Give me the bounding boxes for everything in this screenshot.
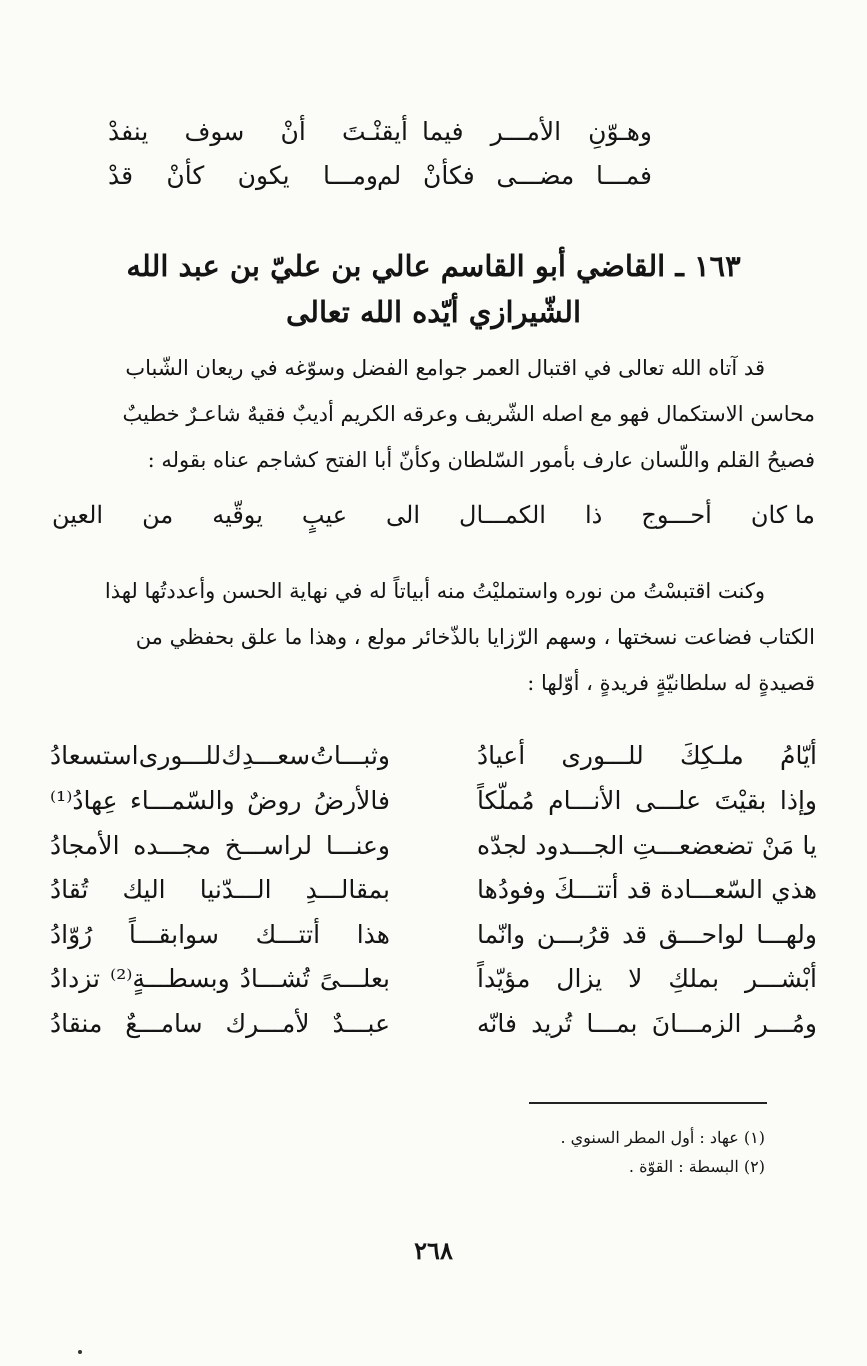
- verse-word: مجـــده: [133, 831, 211, 860]
- verse-word: قد: [626, 875, 652, 904]
- verse-word: سوابقـــاً: [128, 920, 219, 949]
- verse-word: الزمـــانَ: [651, 1009, 742, 1038]
- verse-word: للـــورى: [561, 741, 644, 770]
- verse-word: تُريد: [531, 1009, 573, 1038]
- verse-word: سوف: [184, 117, 245, 146]
- verse-word: فيما: [422, 117, 464, 146]
- verse-word: وفودُها: [477, 875, 546, 904]
- verse-word: لراســـخ: [224, 831, 313, 860]
- verse-word: يوقّيه: [212, 501, 263, 529]
- heading-line-1: ١٦٣ ـ القاضي أبو القاسم عالي بن عليّ بن عبد الله: [126, 249, 741, 283]
- verse-word: يا: [802, 831, 817, 860]
- verse-word: للـــورى: [138, 741, 222, 770]
- verse-word: بمقالـــدِ: [305, 875, 390, 904]
- verse-word: ملـكِكَ: [679, 741, 744, 770]
- second-paragraph: [52, 568, 815, 706]
- verse-word: مَنْ: [761, 831, 795, 860]
- hemistich-left: [50, 872, 390, 908]
- hemistich-left: [108, 114, 408, 150]
- page-number: ٢٦٨: [414, 1236, 453, 1265]
- verse-word: وثبـــاتُ: [310, 741, 390, 770]
- verse-word: رُوّادُ: [50, 920, 93, 949]
- hemistich-right: [477, 1006, 817, 1042]
- verse-word: أحـــوج: [641, 501, 712, 529]
- verse-word: أيّامُ: [780, 741, 817, 770]
- verse-word: لواحـــق: [658, 920, 745, 949]
- verse-word: العين: [52, 501, 104, 529]
- verse-word: وهـوّنِ: [588, 117, 652, 146]
- verse-word: علـــى: [634, 786, 701, 815]
- verse-word: منقادُ: [50, 1009, 103, 1038]
- scan-speck: [78, 1350, 82, 1354]
- paragraph-line: وكنت اقتبسْتُ من نوره واستمليْتُ منه أبياتاً له في نهاية الحسن وأعددتُها لهذا: [104, 579, 765, 603]
- hemistich-left: [50, 783, 390, 819]
- verse-word: لأمـــرك: [225, 1009, 310, 1038]
- paragraph-line: قد آتاه الله تعالى في اقتبال العمر جوامع الفضل وسوّغه في ريعان الشّباب: [125, 356, 765, 380]
- verse-word: بملكِ: [668, 964, 720, 993]
- verse-word: يكون: [237, 161, 290, 190]
- footnote-divider: [529, 1102, 767, 1104]
- hemistich-right: [477, 738, 817, 774]
- verse-word: الجـــدود: [535, 831, 625, 860]
- verse-word: السّعـــادة: [660, 875, 763, 904]
- verse-word: فانّه: [477, 1009, 517, 1038]
- verse-word: بعلـــىً: [319, 964, 390, 993]
- verse-word: استسعادُ: [50, 741, 139, 770]
- verse-word: قرُبـــن: [536, 920, 611, 949]
- hemistich-right: [477, 783, 817, 819]
- verse-word: بقيْتَ: [714, 786, 767, 815]
- verse-word: أتتـــكَ: [554, 875, 619, 904]
- hemistich-left: [50, 961, 390, 997]
- verse-word: أعيادُ: [477, 741, 526, 770]
- verse-word: وعنـــا: [325, 831, 390, 860]
- verse-word: كأنْ: [166, 161, 205, 190]
- intro-paragraph: [52, 345, 815, 483]
- heading-line-2: الشّيرازي أيّده الله تعالى: [285, 295, 582, 329]
- verse-word: يزال: [556, 964, 603, 993]
- verse-word: ذا: [584, 501, 603, 529]
- verse-word: فالأرضُ: [313, 786, 390, 815]
- verse-word: ما كان: [750, 501, 815, 529]
- verse-word: قدْ: [108, 161, 134, 190]
- verse-word: سعـــدِك: [221, 741, 311, 770]
- hemistich-right: [477, 917, 817, 953]
- footnote-1: (١) عهاد : أول المطر السنوي .: [560, 1128, 765, 1147]
- verse-word: مضـــى: [496, 161, 575, 190]
- quoted-verse: [52, 497, 815, 533]
- hemistich-right: [377, 158, 652, 194]
- verse-word: الى: [386, 501, 421, 529]
- verse-word: لا: [628, 964, 643, 993]
- verse-word: أنْ: [280, 117, 306, 146]
- verse-word: الأمجادُ: [50, 831, 120, 860]
- verse-word: وبسطـــةٍ⁽²⁾: [110, 964, 230, 993]
- verse-word: الأنـــام: [548, 786, 622, 815]
- verse-word: الأمـــر: [490, 117, 562, 146]
- hemistich-left: [50, 1006, 390, 1042]
- paragraph-line: محاسن الاستكمال فهو مع اصله الشّريف وعرقه الكريم أديبٌ فقيهٌ شاعـرٌ خطيبٌ: [122, 402, 815, 426]
- hemistich-right: [477, 961, 817, 997]
- paragraph-line: فصيحُ القلم واللّسان عارف بأمور السّلطان وكأنّ أبا الفتح كشاجم عناه بقوله :: [147, 448, 815, 472]
- verse-word: الكمـــال: [459, 501, 546, 529]
- verse-word: وإذا: [779, 786, 817, 815]
- verse-word: أبْشـــر: [745, 964, 817, 993]
- hemistich-right: [422, 114, 652, 150]
- verse-word: هذا: [356, 920, 390, 949]
- verse-word: تُشـــادُ: [239, 964, 310, 993]
- verse-word: الـــدّنيا: [199, 875, 272, 904]
- verse-word: عبـــدٌ: [332, 1009, 390, 1038]
- verse-word: أيقنْـتَ: [342, 117, 408, 146]
- verse-word: وانّما: [477, 920, 526, 949]
- verse-word: بمـــا: [586, 1009, 638, 1038]
- verse-word: ومُـــر: [755, 1009, 817, 1038]
- verse-word: اليك: [122, 875, 166, 904]
- paragraph-line: الكتاب فضاعت نسختها ، وسهم الرّزايا بالذّخائر مولع ، وهذا ما علق بحفظي من: [135, 625, 815, 649]
- verse-word: عِهادُ⁽¹⁾: [50, 786, 118, 815]
- verse-word: قد: [622, 920, 648, 949]
- verse-word: والسّمـــاء: [129, 786, 235, 815]
- verse-word: من: [142, 501, 174, 529]
- hemistich-right: [477, 872, 817, 908]
- section-heading: [60, 243, 807, 335]
- verse-word: عيبٍ: [301, 501, 348, 529]
- verse-word: روضٌ: [247, 786, 302, 815]
- verse-word: ولهـــا: [756, 920, 817, 949]
- hemistich-left: [50, 828, 390, 864]
- verse-word: لجدّه: [477, 831, 528, 860]
- verse-word: مؤيّداً: [477, 964, 531, 993]
- hemistich-right: [477, 828, 817, 864]
- hemistich-left: [108, 158, 378, 194]
- verse-word: سامـــعٌ: [125, 1009, 203, 1038]
- footnote-2: (٢) البسطة : القوّة .: [628, 1157, 765, 1176]
- verse-word: مُملّكاً: [477, 786, 535, 815]
- verse-word: هذي: [771, 875, 817, 904]
- verse-word: لم: [377, 161, 402, 190]
- verse-word: تضعضعـــتِ: [632, 831, 754, 860]
- verse-word: تزدادُ: [50, 964, 100, 993]
- verse-word: أتتـــك: [255, 920, 321, 949]
- hemistich-left: [50, 738, 390, 774]
- verse-word: فكأنْ: [422, 161, 475, 190]
- verse-word: ينفدْ: [108, 117, 149, 146]
- verse-word: ومـــا: [322, 161, 378, 190]
- paragraph-line: قصيدةٍ له سلطانيّةٍ فريدةٍ ، أوّلها :: [527, 671, 815, 695]
- verse-word: تُقادُ: [50, 875, 89, 904]
- hemistich-left: [50, 917, 390, 953]
- verse-word: فمـــا: [596, 161, 652, 190]
